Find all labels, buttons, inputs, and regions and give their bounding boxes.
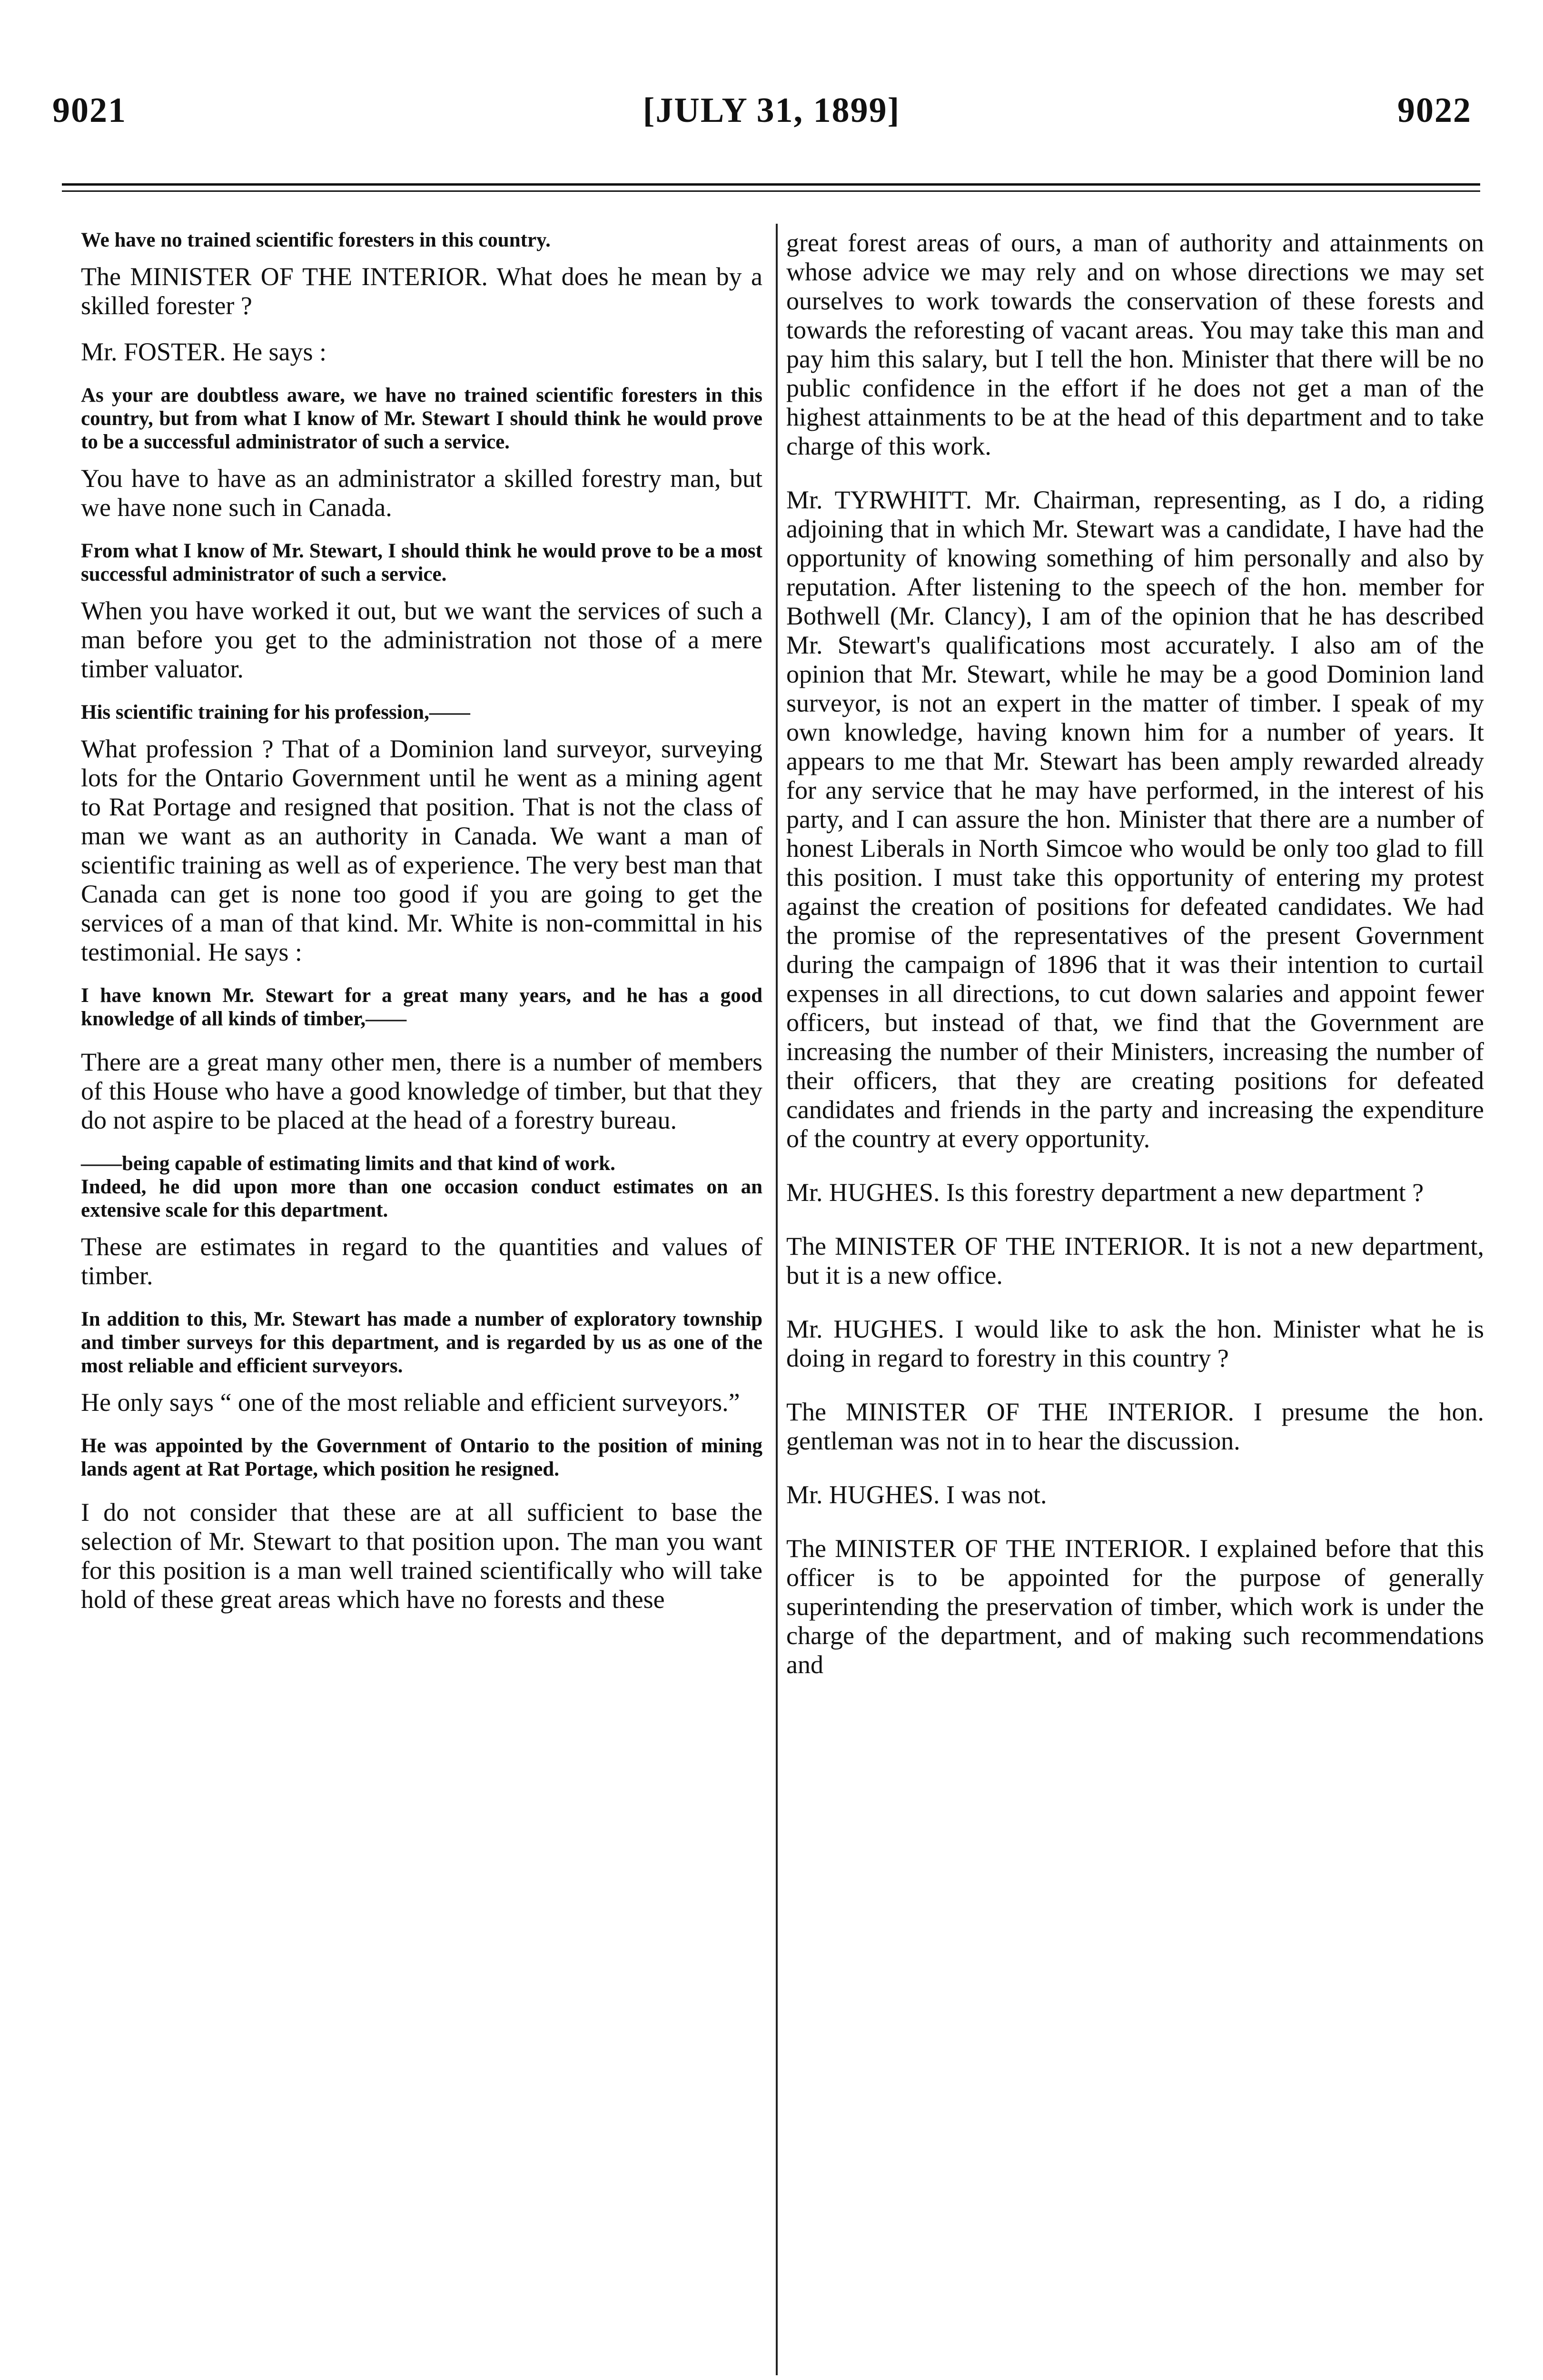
speech-paragraph: These are estimates in regard to the quantities and values of timber. bbox=[81, 1232, 762, 1290]
speech-paragraph: I do not consider that these are at all sufficient to base the selection of Mr. Stewart to that position upon. The man you want for this position is a man well trained scientifically who will take hold of these great areas which have no forests and these bbox=[81, 1498, 762, 1614]
left-page-number: 9021 bbox=[52, 91, 127, 130]
header-rule-top bbox=[62, 183, 1480, 186]
right-column bbox=[786, 228, 1484, 1679]
speech-paragraph: Mr. HUGHES. Is this forestry department a new department ? bbox=[786, 1178, 1424, 1207]
quoted-paragraph: We have no trained scientific foresters in this country. bbox=[81, 229, 551, 251]
speech-paragraph: The MINISTER OF THE INTERIOR. It is not a new department, but it is a new office. bbox=[786, 1232, 1484, 1289]
speech-paragraph: What profession ? That of a Dominion land surveyor, surveying lots for the Ontario Government until he went as a mining agent to Rat Portage and resigned that position. That is not the class of man we want as an authority in Canada. We want a man of scientific training as well as of experience. The very best man that Canada can get is none too good if you are going to get the services of a man of that kind. Mr. White is non-committal in his testimonial. He says : bbox=[81, 734, 762, 966]
right-page-number: 9022 bbox=[1397, 91, 1472, 130]
speech-paragraph: You have to have as an administrator a skilled forestry man, but we have none such in Canada. bbox=[81, 464, 762, 522]
speech-paragraph: There are a great many other men, there is a number of members of this House who have a good knowledge of timber, but that they do not aspire to be placed at the head of a forestry bureau. bbox=[81, 1048, 762, 1134]
header-rule-bottom bbox=[62, 190, 1480, 192]
speech-paragraph: When you have worked it out, but we want the services of such a man before you get to the administration not those of a mere timber valuator. bbox=[81, 596, 762, 683]
quoted-paragraph: In addition to this, Mr. Stewart has made a number of exploratory township and timber surveys for this department, and is regarded by us as one of the most reliable and efficient surveyors. bbox=[81, 1308, 762, 1377]
quoted-paragraph: ——being capable of estimating limits and that kind of work. bbox=[81, 1152, 615, 1175]
page-date: [JULY 31, 1899] bbox=[643, 91, 900, 130]
quoted-paragraph: His scientific training for his profession,—— bbox=[81, 701, 470, 724]
speech-paragraph: Mr. TYRWHITT. Mr. Chairman, representing, as I do, a riding adjoining that in which Mr. Stewart was a candidate, I have had the opportunity of knowing something of him personally and also by reputation. After listening to the speech of the hon. member for Bothwell (Mr. Clancy), I am of the opinion that he has described Mr. Stewart's qualifications most accurately. I also am of the opinion that Mr. Stewart, while he may be a good Dominion land surveyor, is not an expert in the matter of timber. I speak of my own knowledge, having known him for a number of years. It appears to me that Mr. Stewart has been amply rewarded already for any service that he may have performed, in the interest of his party, and I can assure the hon. Minister that there are a number of honest Liberals in North Simcoe who would be only too glad to fill this position. I must take this opportunity of entering my protest against the creation of positions for defeated candidates. We had the promise of the representatives of the present Government during the campaign of 1896 that it was their intention to curtail expenses in all directions, to cut down salaries and appoint fewer officers, but instead of that, we find that the Government are increasing the number of their Ministers, increasing the number of their officers, that they are creating positions for defeated candidates and friends in the party and increasing the expenditure of the country at every opportunity. bbox=[786, 486, 1484, 1153]
quoted-paragraph: Indeed, he did upon more than one occasion conduct estimates on an extensive scale for this department. bbox=[81, 1176, 762, 1221]
speech-paragraph: The MINISTER OF THE INTERIOR. I presume the hon. gentleman was not in to hear the discussion. bbox=[786, 1398, 1484, 1455]
speech-paragraph: great forest areas of ours, a man of authority and attainments on whose advice we may rely and on whose directions we may set ourselves to work towards the conservation of these forests and towards the reforesting of vacant areas. You may take this man and pay him this salary, but I tell the hon. Minister that there will be no public confidence in the effort if he does not get a man of the highest attainments to be at the head of this department and to take charge of this work. bbox=[786, 228, 1484, 460]
quoted-paragraph: As your are doubtless aware, we have no trained scientific foresters in this country, but from what I know of Mr. Stewart I should think he would prove to be a successful administrator of such a service. bbox=[81, 384, 762, 453]
speech-paragraph: Mr. HUGHES. I was not. bbox=[786, 1480, 1047, 1509]
speech-paragraph: He only says “ one of the most reliable and efficient surveyors.” bbox=[81, 1388, 740, 1417]
speech-paragraph: The MINISTER OF THE INTERIOR. What does he mean by a skilled forester ? bbox=[81, 262, 762, 320]
left-column bbox=[81, 228, 762, 1614]
speech-paragraph: Mr. HUGHES. I would like to ask the hon. Minister what he is doing in regard to forestry in this country ? bbox=[786, 1315, 1484, 1372]
column-divider bbox=[776, 224, 778, 2375]
speech-paragraph: The MINISTER OF THE INTERIOR. I explained before that this officer is to be appointed for the purpose of generally superintending the preservation of timber, which work is under the charge of the department, and of making such recommendations and bbox=[786, 1534, 1484, 1679]
quoted-paragraph: From what I know of Mr. Stewart, I should think he would prove to be a most successful administrator of such a service. bbox=[81, 540, 762, 585]
quoted-paragraph: He was appointed by the Government of Ontario to the position of mining lands agent at Rat Portage, which position he resigned. bbox=[81, 1435, 762, 1480]
speech-paragraph: Mr. FOSTER. He says : bbox=[81, 337, 327, 366]
quoted-paragraph: I have known Mr. Stewart for a great many years, and he has a good knowledge of all kinds of timber,—— bbox=[81, 984, 762, 1030]
